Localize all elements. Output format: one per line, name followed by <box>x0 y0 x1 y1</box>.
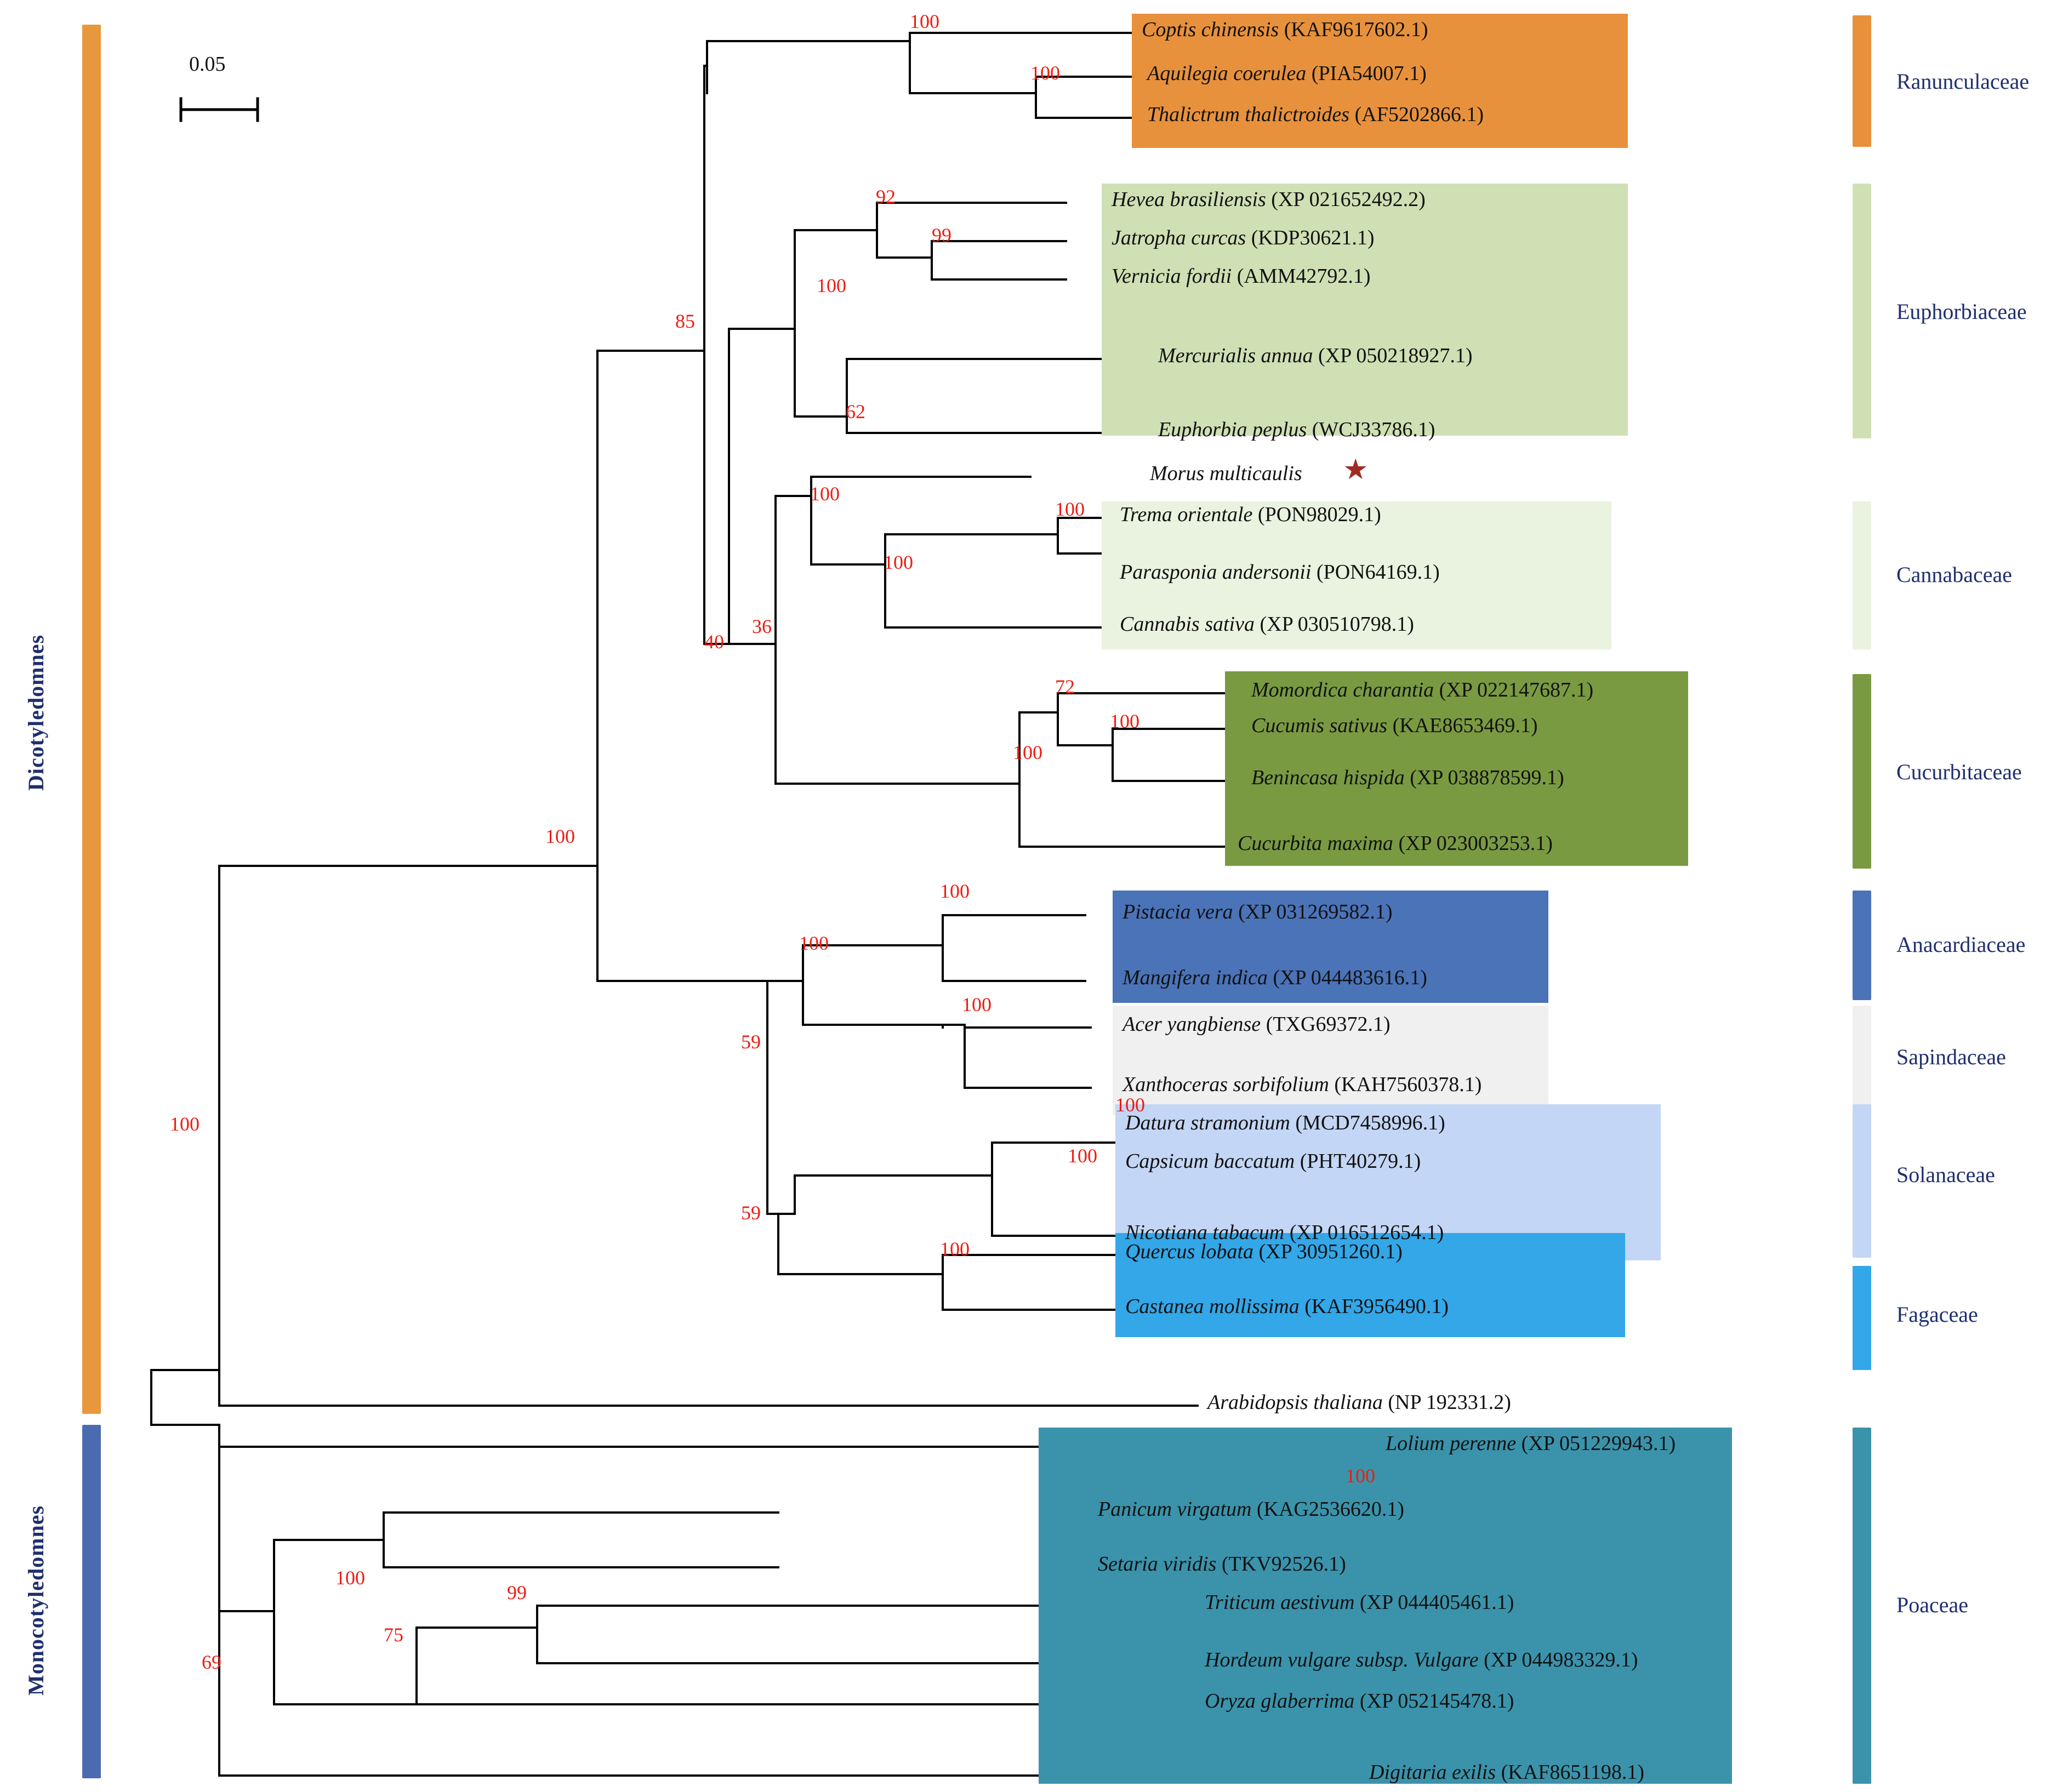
bootstrap-value: 59 <box>741 1031 761 1053</box>
scale-bar-label: 0.05 <box>189 53 226 76</box>
taxon-accession: (XP 044405461.1) <box>1359 1591 1514 1614</box>
taxon-accession: (AF5202866.1) <box>1354 103 1484 126</box>
taxon-name: Digitaria exilis <box>1369 1761 1496 1784</box>
bootstrap-value: 69 <box>202 1651 221 1673</box>
taxon-label <box>1093 1552 1346 1576</box>
taxon-name: Xanthoceras sorbifolium <box>1122 1073 1329 1096</box>
family-bar-sapindaceae <box>1853 1006 1871 1115</box>
family-label-cucurbitaceae: Cucurbitaceae <box>1896 760 2022 784</box>
taxon-accession: (PON98029.1) <box>1257 503 1381 526</box>
taxon-label <box>1121 1240 1403 1264</box>
family-label-sapindaceae: Sapindaceae <box>1896 1045 2006 1069</box>
taxon-name: Arabidopsis thaliana <box>1207 1391 1383 1414</box>
taxon-name: Pistacia vera <box>1122 900 1233 923</box>
family-bar-euphorbiaceae <box>1853 184 1871 438</box>
taxon-label <box>1121 1149 1421 1173</box>
family-bar-cucurbitaceae <box>1853 674 1871 869</box>
bootstrap-value: 85 <box>675 310 695 332</box>
family-label-ranunculaceae: Ranunculaceae <box>1896 69 2030 94</box>
taxon-accession: (AMM42792.1) <box>1237 265 1371 288</box>
bootstrap-value: 100 <box>1030 62 1060 84</box>
family-bar-fagaceae <box>1853 1266 1871 1370</box>
taxon-name: Lolium perenne <box>1386 1432 1517 1455</box>
taxon-label <box>1115 560 1440 584</box>
taxon-accession: (XP 050218927.1) <box>1318 344 1473 367</box>
taxon-accession: (XP 022147687.1) <box>1439 678 1594 701</box>
taxon-label <box>1233 831 1553 855</box>
taxon-accession: (KDP30621.1) <box>1251 226 1375 249</box>
taxon-accession: (KAE8653469.1) <box>1392 714 1538 737</box>
taxon-label <box>1115 612 1414 636</box>
taxon-name: Datura stramonium <box>1125 1111 1290 1134</box>
family-bar-poaceae <box>1853 1428 1871 1784</box>
taxon-name: Momordica charantia <box>1251 678 1434 701</box>
bootstrap-value: 100 <box>799 932 829 954</box>
bootstrap-value: 100 <box>884 551 913 573</box>
taxon-label <box>1118 966 1427 990</box>
taxon-name: Jatropha curcas <box>1112 226 1246 249</box>
taxon-label <box>1247 766 1564 790</box>
bootstrap-value: 75 <box>384 1624 403 1646</box>
taxon-accession: (XP 30951260.1) <box>1258 1240 1403 1263</box>
taxon-accession: (PHT40279.1) <box>1300 1150 1421 1173</box>
taxon-accession: (KAG2536620.1) <box>1256 1498 1405 1521</box>
taxon-name: Benincasa hispida <box>1251 766 1405 789</box>
taxon-accession: (TKV92526.1) <box>1221 1553 1346 1576</box>
taxon-accession: (XP 038878599.1) <box>1410 766 1564 789</box>
taxon-label <box>1381 1431 1676 1456</box>
bootstrap-value: 100 <box>962 994 992 1015</box>
taxon-label <box>1118 1072 1482 1097</box>
taxon-name: Quercus lobata <box>1125 1240 1253 1263</box>
taxon-accession: (WCJ33786.1) <box>1312 418 1435 441</box>
taxon-label <box>1365 1760 1644 1784</box>
taxon-accession: (PON64169.1) <box>1316 561 1440 584</box>
taxon-name: Parasponia andersonii <box>1120 561 1312 584</box>
bootstrap-value: 100 <box>545 825 575 847</box>
bootstrap-value: 99 <box>932 224 951 246</box>
bootstrap-value: 100 <box>910 10 939 32</box>
taxon-label <box>1200 1689 1514 1713</box>
family-label-cannabaceae: Cannabaceae <box>1896 562 2012 587</box>
taxon-accession: (XP 044983329.1) <box>1484 1648 1638 1671</box>
group-label-monocotyledomnes: Monocotyledomnes <box>24 1505 48 1696</box>
taxon-label <box>1107 187 1426 212</box>
taxon-name: Vernicia fordii <box>1112 265 1232 288</box>
taxon-name: Morus multicaulis <box>1150 462 1302 485</box>
bootstrap-value: 99 <box>507 1582 527 1603</box>
family-label-fagaceae: Fagaceae <box>1896 1302 1978 1327</box>
taxon-label <box>1143 61 1427 85</box>
marked-taxon-star-icon: ★ <box>1343 454 1369 486</box>
bootstrap-value: 100 <box>1013 741 1042 763</box>
taxon-accession: (KAF3956490.1) <box>1304 1295 1449 1318</box>
taxon-name: Thalictrum thalictroides <box>1147 103 1350 126</box>
taxon-label <box>1093 1497 1404 1521</box>
bootstrap-value: 100 <box>940 880 970 902</box>
taxon-name: Oryza glaberrima <box>1205 1690 1355 1713</box>
taxon-accession: (KAF9617602.1) <box>1284 18 1428 41</box>
taxon-name: Euphorbia peplus <box>1158 418 1307 441</box>
taxon-label <box>1203 1390 1511 1414</box>
bootstrap-value: 100 <box>1110 710 1139 732</box>
taxon-accession: (TXG69372.1) <box>1266 1013 1391 1036</box>
taxon-label <box>1107 226 1375 250</box>
taxon-label <box>1107 264 1371 288</box>
group-bar-dicotyledomnes <box>82 25 101 1414</box>
taxon-label <box>1200 1648 1638 1672</box>
taxon-label <box>1200 1590 1514 1614</box>
taxon-label <box>1118 900 1393 924</box>
bootstrap-value: 100 <box>817 275 846 296</box>
bootstrap-value: 59 <box>741 1202 761 1224</box>
bootstrap-value: 72 <box>1055 676 1075 698</box>
taxon-name: Aquilegia coerulea <box>1147 62 1307 85</box>
bootstrap-value: 40 <box>704 631 724 653</box>
taxon-name: Mercurialis annua <box>1158 344 1313 367</box>
bootstrap-value: 62 <box>846 401 865 423</box>
taxon-label <box>1115 503 1381 527</box>
taxon-name: Cucumis sativus <box>1251 714 1388 737</box>
taxon-name: Cannabis sativa <box>1120 613 1255 636</box>
family-highlight-euphorbiaceae <box>1102 184 1628 436</box>
taxon-accession: (KAF8651198.1) <box>1501 1761 1645 1784</box>
taxon-label <box>1121 1111 1445 1135</box>
group-label-dicotyledomnes: Dicotyledomnes <box>24 634 48 791</box>
taxon-name: Coptis chinensis <box>1142 18 1279 41</box>
taxon-label <box>1143 102 1484 127</box>
bootstrap-value: 100 <box>940 1238 970 1260</box>
taxon-label <box>1154 344 1473 368</box>
taxon-name: Nicotiana tabacum <box>1125 1221 1285 1244</box>
taxon-name: Cucurbita maxima <box>1238 832 1393 855</box>
taxon-name: Mangifera indica <box>1122 966 1268 989</box>
group-bar-monocotyledomnes <box>82 1425 101 1778</box>
bootstrap-value: 100 <box>1115 1094 1145 1116</box>
family-bar-anacardiaceae <box>1853 891 1871 1000</box>
family-bar-ranunculaceae <box>1853 15 1871 147</box>
family-label-solanaceae: Solanaceae <box>1896 1162 1995 1187</box>
taxon-accession: (NP 192331.2) <box>1388 1391 1511 1414</box>
taxon-name: Castanea mollissima <box>1125 1295 1300 1318</box>
bootstrap-value: 36 <box>752 615 772 637</box>
taxon-label <box>1247 678 1593 702</box>
taxon-accession: (XP 052145478.1) <box>1359 1690 1514 1713</box>
taxon-name: Panicum virgatum <box>1098 1498 1252 1521</box>
taxon-name: Capsicum baccatum <box>1125 1150 1295 1173</box>
taxon-label <box>1121 1294 1449 1319</box>
bootstrap-value: 100 <box>335 1567 365 1589</box>
taxon-accession: (XP 051229943.1) <box>1521 1432 1676 1455</box>
family-label-poaceae: Poaceae <box>1896 1593 1969 1617</box>
bootstrap-value: 100 <box>1055 498 1085 520</box>
taxon-name: Acer yangbiense <box>1122 1013 1261 1036</box>
bootstrap-value: 100 <box>170 1113 200 1135</box>
bootstrap-value: 100 <box>1346 1465 1375 1487</box>
taxon-accession: (KAH7560378.1) <box>1334 1073 1482 1096</box>
bootstrap-value: 100 <box>810 483 840 505</box>
taxon-name: Setaria viridis <box>1098 1553 1217 1576</box>
bootstrap-value: 100 <box>1068 1145 1097 1167</box>
taxon-accession: (XP 044483616.1) <box>1273 966 1427 989</box>
taxon-label <box>1137 18 1428 42</box>
taxon-name: Hordeum vulgare subsp. Vulgare <box>1205 1648 1479 1671</box>
taxon-name: Triticum aestivum <box>1205 1591 1355 1614</box>
taxon-label <box>1154 418 1435 442</box>
family-label-euphorbiaceae: Euphorbiaceae <box>1896 299 2027 324</box>
family-bar-solanaceae <box>1853 1104 1871 1258</box>
family-bar-cannabaceae <box>1853 501 1871 649</box>
taxon-accession: (MCD7458996.1) <box>1295 1111 1445 1134</box>
taxon-accession: (XP 031269582.1) <box>1238 900 1393 923</box>
taxon-accession: (XP 030510798.1) <box>1260 613 1414 636</box>
taxon-accession: (XP 021652492.2) <box>1271 188 1426 211</box>
taxon-accession: (XP 023003253.1) <box>1398 832 1553 855</box>
family-label-anacardiaceae: Anacardiaceae <box>1896 932 2026 957</box>
taxon-accession: (PIA54007.1) <box>1311 62 1427 85</box>
taxon-accession: (XP 016512654.1) <box>1289 1221 1444 1244</box>
taxon-label <box>1247 714 1537 738</box>
bootstrap-value: 92 <box>876 186 896 208</box>
taxon-label <box>1146 461 1302 486</box>
taxon-name: Trema orientale <box>1120 503 1253 526</box>
taxon-label <box>1118 1012 1391 1036</box>
taxon-name: Hevea brasiliensis <box>1112 188 1266 211</box>
